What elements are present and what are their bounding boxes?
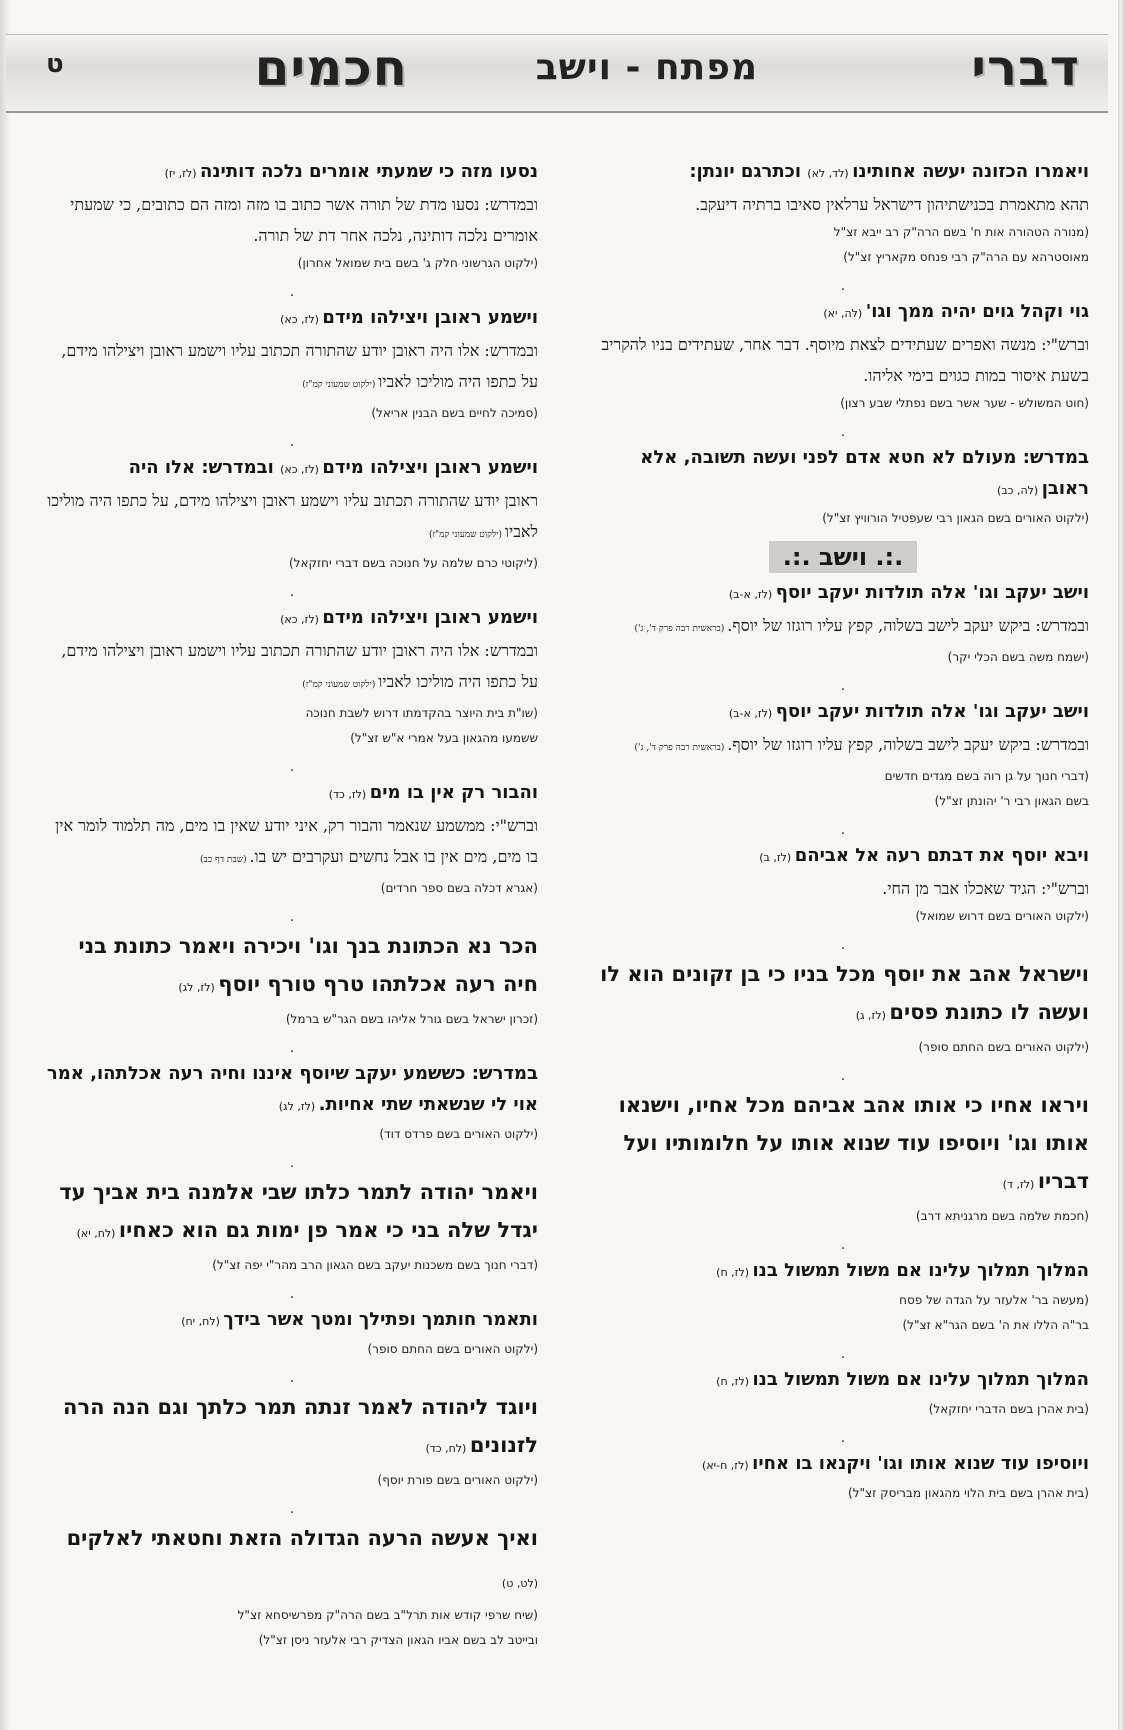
entry xyxy=(597,696,1089,814)
entry-source: (חוט המשולש - שער אשר בשם נפתלי שבע רצון) xyxy=(840,396,1089,410)
entry-title xyxy=(597,1086,1089,1204)
entry-source: (בית אהרן בשם הדברי יחזקאל) xyxy=(928,1402,1089,1416)
entry-source: (דברי חנוך בשם משכנות יעקב בשם הגאון הרב מהר"י יפה זצ"ל) xyxy=(212,1258,538,1272)
entry-source: (ילקוט האורים בשם החתם סופר) xyxy=(367,1342,538,1356)
entry xyxy=(46,1058,538,1147)
verse-ref: (לח, יח) xyxy=(181,1315,224,1328)
entry-title-text: והבור רק אין בו מים xyxy=(369,782,538,803)
entry-title xyxy=(597,696,1089,729)
entry-title xyxy=(46,1173,538,1253)
verse-ref: (לז, ח) xyxy=(716,1375,753,1388)
entry-title xyxy=(597,296,1089,329)
entry-title-text: וישמע ראובן ויצילהו מידם xyxy=(322,307,538,328)
entry-title xyxy=(46,777,538,810)
entry-body: תהא מתאמרת בכנישתיהון דישראל ערלאין סאיבו ברתיה דיעקב. xyxy=(695,195,1089,214)
entry-source: (שיח שרפי קודש אות תרל"ב בשם הרה"ק מפרשיסחא זצ"ל xyxy=(237,1608,538,1622)
entry-title xyxy=(597,840,1089,873)
entry-title xyxy=(597,1364,1089,1397)
verse-ref: (לז, ד) xyxy=(1002,1178,1038,1191)
entry-source: (זכרון ישראל בשם גורל אליהו בשם הגר"ש ברמל) xyxy=(285,1012,538,1026)
entry-body: ראובן יודע שהתורה תכתוב עליו וישמע ראובן ויצילהו מידם, על כתפו היה מוליכו לאביו (ילקוט שמעוני קמ"ז) xyxy=(47,491,538,541)
entry-title-text: נסעו מזה כי שמעתי אומרים נלכה דותינה xyxy=(200,161,538,182)
entry xyxy=(597,1364,1089,1422)
separator-dot: . xyxy=(840,1068,846,1084)
entry-source: (ילקוט האורים בשם הגאון רבי שעפטיל הורוויץ זצ"ל) xyxy=(822,511,1089,525)
verse-ref: (לז, כא) xyxy=(280,613,323,626)
entry-title-text: וישב יעקב וגו' אלה תולדות יעקב יוסף xyxy=(775,701,1089,722)
separator-dot: . xyxy=(289,1040,295,1056)
entry-title xyxy=(46,302,538,335)
verse-ref: (לז, ח) xyxy=(716,1266,753,1279)
entry-body: ובמדרש: נסעו מדת של תורה אשר כתוב בו מזה ומזה הם כתובים, כי שמעתי אומרים נלכה דותינה, נלכה אחר דת של תורה. xyxy=(70,195,538,245)
verse-ref: (לז, א-ב) xyxy=(728,588,776,601)
separator-dot: . xyxy=(289,284,295,300)
verse-ref: (לז, ב) xyxy=(759,851,795,864)
verse-ref: (לז, כא) xyxy=(280,313,323,326)
entry-source: (אגרא דכלה בשם ספר חרדים) xyxy=(380,881,538,895)
entry-title xyxy=(46,1519,538,1603)
entry-source: (ישמח משה בשם הכלי יקר) xyxy=(947,650,1089,664)
entry xyxy=(597,1086,1089,1229)
entry-source: (סמיכה לחיים בשם הבנין אריאל) xyxy=(371,406,538,420)
entry-source: (דברי חנוך על גן רוה בשם מגדים חדשים xyxy=(884,769,1089,783)
entry xyxy=(46,156,538,276)
entry-body: ובמדרש: ביקש יעקב לישב בשלוה, קפץ עליו רוגזו של יוסף. (בראשית רבה פרק ד', ג') xyxy=(634,616,1089,635)
entry xyxy=(597,1255,1089,1338)
verse-ref: (לח, יא) xyxy=(76,1227,119,1240)
entry-source: (ילקוט האורים בשם פורת יוסף) xyxy=(377,1473,538,1487)
separator-dot: . xyxy=(840,678,846,694)
verse-ref: (לז, כד) xyxy=(328,788,370,801)
citation-small: (ילקוט שמעוני קמ"ז) xyxy=(302,680,379,690)
verse-ref: (לז, ח-יא) xyxy=(702,1459,753,1472)
separator-dot: . xyxy=(289,759,295,775)
entry-title xyxy=(597,442,1089,506)
entry-source-cont: ובייטב לב בשם אביו הגאון הצדיק רבי אלעזר ניסן זצ"ל) xyxy=(258,1633,538,1647)
entry-title-text: במדרש: מעולם לא חטא אדם לפני ועשה תשובה, אלא ראובן xyxy=(640,447,1089,499)
separator-dot: . xyxy=(289,584,295,600)
entry-title-text: וישב יעקב וגו' אלה תולדות יעקב יוסף xyxy=(775,582,1089,603)
entry xyxy=(46,302,538,426)
entry xyxy=(597,577,1089,670)
separator-dot: . xyxy=(840,822,846,838)
entry-source-cont: ששמעו מהגאון בעל אמרי א"ש זצ"ל) xyxy=(350,731,538,745)
entry-body: ובמדרש: אלו היה ראובן יודע שהתורה תכתוב עליו וישמע ראובן ויצילהו מידם, על כתפו היה מוליכו לאביו (ילקוט שמעוני קמ"ז) xyxy=(61,341,538,391)
entry xyxy=(46,1304,538,1362)
verse-ref: (לה, כב) xyxy=(997,484,1042,497)
entry-source: (חכמת שלמה בשם מרגניתא דרב) xyxy=(915,1209,1089,1223)
entry-title xyxy=(597,1448,1089,1481)
entry xyxy=(597,442,1089,531)
entry-body: ובמדרש: ביקש יעקב לישב בשלוה, קפץ עליו רוגזו של יוסף. (בראשית רבה פרק ד', ג') xyxy=(634,735,1089,754)
separator-dot: . xyxy=(289,1286,295,1302)
separator-dot: . xyxy=(289,434,295,450)
entry-title xyxy=(46,1388,538,1468)
entry-source: (ליקוטי כרם שלמה על חנוכה בשם דברי יחזקאל) xyxy=(288,556,538,570)
page-crease xyxy=(0,0,10,1730)
verse-ref: (לד, לא) xyxy=(807,167,853,180)
entry-title xyxy=(46,156,538,189)
entry-title xyxy=(46,927,538,1007)
entry-title-text: ואיך אעשה הרעה הגדולה הזאת וחטאתי לאלקים xyxy=(66,1526,538,1550)
entry-title xyxy=(46,602,538,635)
entry-title xyxy=(46,452,538,485)
entry-title-text: ויוסיפו עוד שנוא אותו וגו' ויקנאו בו אחיו xyxy=(752,1453,1089,1474)
entry xyxy=(46,777,538,901)
entry-body: וברש"י: ממשמע שנאמר והבור רק, איני יודע שאין בו מים, מה תלמוד לומר אין בו מים, מים אין בו אבל נחשים ועקרבים יש בו. (שבת דף כב) xyxy=(55,816,538,866)
entry-title-text: וישראל אהב את יוסף מכל בניו כי בן זקונים הוא לו ועשה לו כתונת פסים xyxy=(600,962,1089,1024)
entry-source: (מנורה הטהורה אות ח' בשם הרה"ק רב ייבא זצ"ל xyxy=(833,225,1089,239)
right-column xyxy=(597,156,1089,1512)
entry xyxy=(597,955,1089,1060)
verse-ref: (לז, לג) xyxy=(178,981,219,994)
entry-title-text: וישמע ראובן ויצילהו מידם xyxy=(322,607,538,628)
entry-title xyxy=(597,955,1089,1035)
entry-title-text: המלוך תמלוך עלינו אם משול תמשול בנו xyxy=(752,1260,1089,1281)
citation-small: (ילקוט שמעוני קמ"ז) xyxy=(428,530,505,540)
page-edge xyxy=(1118,0,1125,1730)
verse-ref: (לח, כד) xyxy=(425,1442,470,1455)
separator-dot: . xyxy=(840,1430,846,1446)
entry-title-text: הכר נא הכתונת בנך וגו' ויכירה ויאמר כתונת בני חיה רעה אכלתהו טרף טורף יוסף xyxy=(78,934,538,996)
verse-ref: (לז, יז) xyxy=(164,167,201,180)
entry xyxy=(46,1519,538,1653)
entry-title xyxy=(597,577,1089,610)
verse-ref: (לט, ט) xyxy=(501,1577,538,1590)
entry xyxy=(597,840,1089,929)
citation-small: (בראשית רבה פרק ד', ג') xyxy=(634,743,728,753)
entry-body: וברש"י: מנשה ואפרים שעתידים לצאת מיוסף. דבר אחר, שעתידים בניו להקריב בשעת איסור במות כגוים בימי אליהו. xyxy=(601,335,1089,385)
entry-title-text: ויראו אחיו כי אותו אהב אביהם מכל אחיו, וישנאו אותו וגו' ויוסיפו עוד שנוא אותו על חלומותיו ועל דבריו xyxy=(618,1093,1089,1193)
entry-title-text: ויבא יוסף את דבתם רעה אל אביהם xyxy=(794,845,1089,866)
verse-ref: (לז, א-ב) xyxy=(728,707,776,720)
separator-dot: . xyxy=(840,937,846,953)
entry-source-cont: בשם הגאון רבי ר' יהונתן זצ"ל) xyxy=(934,794,1089,808)
entry xyxy=(46,602,538,751)
separator-dot: . xyxy=(289,909,295,925)
entry xyxy=(46,1173,538,1278)
separator-dot: . xyxy=(840,1237,846,1253)
entry-source: (ילקוט האורים בשם החתם סופר) xyxy=(918,1040,1089,1054)
entry-title-text: המלוך תמלוך עלינו אם משול תמשול בנו xyxy=(752,1369,1089,1390)
entry-title-text: ויוגד ליהודה לאמר זנתה תמר כלתך וגם הנה הרה לזנונים xyxy=(63,1395,538,1457)
entry-source: (ילקוט האורים בשם פרדס דוד) xyxy=(379,1127,538,1141)
entry-source: (ילקוט הגרשוני חלק ג' בשם בית שמואל אחרון) xyxy=(297,256,538,270)
entry-title xyxy=(46,1304,538,1337)
entry-title-text: ויאמר יהודה לתמר כלתו שבי אלמנה בית אביך עד יגדל שלה בני כי אמר פן ימות גם הוא כאחיו xyxy=(59,1180,538,1242)
entry-source: (בית אהרן בשם בית הלוי מהגאון מבריסק זצ"ל) xyxy=(848,1486,1089,1500)
header-title-right: דברי xyxy=(971,39,1080,97)
citation-small: (בראשית רבה פרק ד', ג') xyxy=(634,624,728,634)
page-header xyxy=(6,34,1108,113)
entry-title-tail: וכתרגם יונתן: xyxy=(689,161,808,182)
entry-title-text: גוי וקהל גוים יהיה ממך וגו' xyxy=(865,301,1089,322)
left-column xyxy=(46,156,538,1659)
citation-small: (שבת דף כב) xyxy=(199,855,250,865)
separator-dot: . xyxy=(840,424,846,440)
citation-small: (ילקוט שמעוני קמ"ז) xyxy=(302,380,379,390)
entry xyxy=(46,927,538,1032)
entry-source-cont: בר"ה הללו את ה' בשם הגר"א זצ"ל) xyxy=(902,1318,1089,1332)
entry-title-text: במדרש: כששמע יעקב שיוסף איננו וחיה רעה אכלתהו, אמר אוי לי שנשאתי שתי אחיות. xyxy=(46,1063,538,1115)
entry xyxy=(597,156,1089,270)
page-number: ט xyxy=(46,49,65,79)
entry-title xyxy=(597,1255,1089,1288)
separator-dot: . xyxy=(840,278,846,294)
section-heading: .:. וישב .:. xyxy=(769,541,918,573)
entry-title-text: וישמע ראובן ויצילהו מידם xyxy=(322,457,538,478)
separator-dot: . xyxy=(289,1370,295,1386)
separator-dot: . xyxy=(289,1155,295,1171)
header-title-left: חכמים xyxy=(254,39,408,97)
entry xyxy=(46,1388,538,1493)
header-title-middle: מפתח - וישב xyxy=(535,47,758,88)
section-heading-wrap xyxy=(597,537,1089,577)
entry-title-tail: ובמדרש: אלו היה xyxy=(128,457,281,478)
entry xyxy=(597,1448,1089,1506)
verse-ref: (לה, יא) xyxy=(823,307,866,320)
separator-dot: . xyxy=(840,1346,846,1362)
entry-source-cont: מאוסטרהא עם הרה"ק רבי פנחס מקאריץ זצ"ל) xyxy=(843,250,1089,264)
entry-source: (שו"ת בית היוצר בהקדמתו דרוש לשבת חנוכה xyxy=(305,706,538,720)
entry-title-text: ותאמר חותמך ופתילך ומטך אשר בידך xyxy=(223,1309,538,1330)
verse-ref: (לז, ג) xyxy=(855,1009,890,1022)
entry-title xyxy=(597,156,1089,189)
entry-title-text: ויאמרו הכזונה יעשה אחותינו xyxy=(852,161,1089,182)
entry xyxy=(46,452,538,576)
entry-body: וברש"י: הגיד שאכלו אבר מן החי. xyxy=(882,879,1089,898)
entry-source: (מעשה בר' אלעזר על הגדה של פסח xyxy=(899,1293,1089,1307)
entry-title xyxy=(46,1058,538,1122)
verse-ref: (לז, לג) xyxy=(278,1100,319,1113)
entry-body: ובמדרש: אלו היה ראובן יודע שהתורה תכתוב עליו וישמע ראובן ויצילהו מידם, על כתפו היה מוליכו לאביו (ילקוט שמעוני קמ"ז) xyxy=(61,641,538,691)
verse-ref: (לז, כא) xyxy=(280,463,323,476)
separator-dot: . xyxy=(289,1501,295,1517)
entry xyxy=(597,296,1089,416)
entry-source: (ילקוט האורים בשם דרוש שמואל) xyxy=(915,909,1089,923)
